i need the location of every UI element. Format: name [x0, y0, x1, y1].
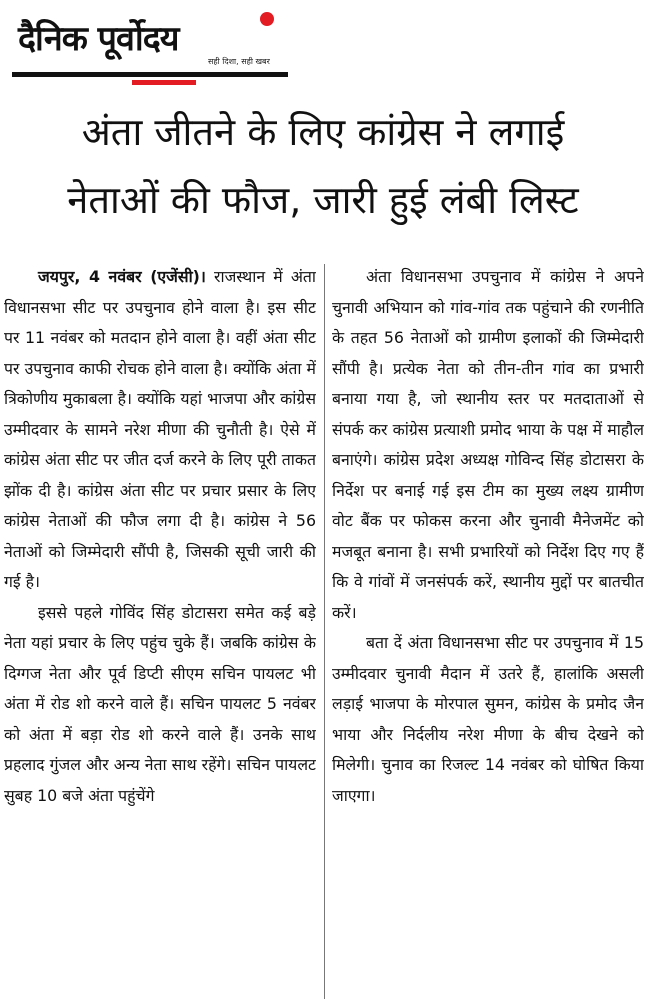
masthead — [0, 0, 645, 86]
article-headline — [16, 98, 630, 234]
article-column-left — [4, 262, 316, 1001]
paragraph-text: राजस्थान में अंता विधानसभा सीट पर उपचुनाव होने वाला है। इस सीट पर 11 नवंबर को मतदान होने वाला है। वहीं अंता सीट पर उपचुनाव काफी रोचक होने वाला है। क्योंकि अंता में त्रिकोणीय मुकाबला है। क्योंकि यहां भाजपा और कांग्रेस उम्मीदवार के सामने नरेश मीणा की चुनौती है। ऐसे में कांग्रेस अंता सीट पर जीत दर्ज करने के लिए पूरी ताकत झोंक दी है। कांग्रेस अंता सीट पर प्रचार प्रसार के लिए कांग्रेस नेताओं की फौज लगा दी है। कांग्रेस ने 56 नेताओं को जिम्मेदारी सौंपी है, जिसकी सूची जारी की गई है। — [4, 267, 316, 591]
column-divider — [324, 264, 325, 999]
newspaper-logo[interactable] — [12, 8, 288, 72]
article-paragraph: इससे पहले गोविंद सिंह डोटासरा समेत कई बड़े नेता यहां प्रचार के लिए पहुंच चुके हैं। जबकि कांग्रेस के दिग्गज नेता और पूर्व डिप्टी सीएम सचिन पायलट भी अंता में रोड शो करने वाले हैं। सचिन पायलट 5 नवंबर को अंता में बड़ा रोड शो करने वाले हैं। उनके साथ प्रहलाद गुंजल और अन्य नेता साथ रहेंगे। सचिन पायलट सुबह 10 बजे अंता पहुंचेंगे — [4, 602, 316, 805]
article-column-right — [332, 262, 644, 1001]
article-paragraph: अंता विधानसभा उपचुनाव में कांग्रेस ने अपने चुनावी अभियान को गांव-गांव तक पहुंचाने की रणनीति के तहत 56 नेताओं को ग्रामीण इलाकों की जिम्मेदारी सौंपी है। प्रत्येक नेता को तीन-तीन गांव का प्रभारी बनाया गया है, जो स्थानीय स्तर पर मतदाताओं से संपर्क कर कांग्रेस प्रत्याशी प्रमोद भाया के पक्ष में माहौल बनाएंगे। कांग्रेस प्रदेश अध्यक्ष गोविन्द सिंह डोटासरा के निर्देश पर बनाई गई इस टीम का मुख्य लक्ष्य ग्रामीण वोट बैंक पर फोकस करना और चुनावी मैनेजमेंट को मजबूत बनाना है। सभी प्रभारियों को निर्देश दिए गए हैं कि वे गांवों में जनसंपर्क करें, स्थानीय मुद्दों पर बातचीत करें। — [332, 267, 644, 622]
article-paragraph: बता दें अंता विधानसभा सीट पर उपचुनाव में 15 उम्मीदवार चुनावी मैदान में उतरे हैं, हालांकि असली लड़ाई भाजपा के मोरपाल सुमन, कांग्रेस के प्रमोद जैन भाया और निर्दलीय नरेश मीणा के बीच देखने को मिलेगी। चुनाव का रिजल्ट 14 नवंबर को घोषित किया जाएगा। — [332, 633, 644, 805]
logo-text: दैनिक पूर्वोदय — [18, 19, 179, 59]
logo-red-dot-icon — [260, 12, 274, 26]
logo-underline — [12, 72, 288, 77]
article-body — [4, 262, 644, 1001]
headline-line-1: अंता जीतने के लिए कांग्रेस ने लगाई — [81, 110, 565, 154]
logo-red-bar — [132, 80, 196, 85]
headline-line-2: नेताओं की फौज, जारी हुई लंबी लिस्ट — [67, 178, 579, 222]
dateline: जयपुर, 4 नवंबर (एजेंसी)। — [38, 267, 206, 286]
article-paragraph — [4, 262, 316, 598]
logo-tagline: सही दिशा, सही खबर — [208, 57, 270, 66]
